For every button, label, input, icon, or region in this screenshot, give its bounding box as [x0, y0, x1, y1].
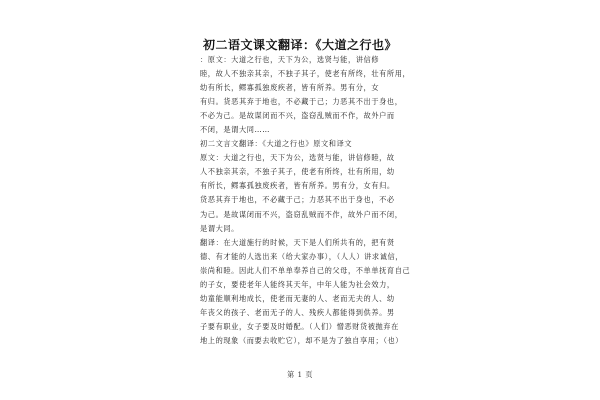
text-line: 睦，故人不独亲其亲，不独子其子，使老有所终，壮有所用， — [200, 69, 411, 79]
text-line: 人不独亲其亲，不独子其子，使老有所终，壮有所用，幼 — [200, 167, 395, 177]
text-line: 不闭，是谓大同…… — [200, 125, 271, 135]
translation-line: 的子女，要使老年人能终其天年，中年人能为社会效力， — [200, 279, 395, 289]
text-line: 有归。货恶其弃于地也，不必藏于己；力恶其不出于身也， — [200, 97, 403, 107]
page-number: 第 1 页 — [286, 370, 314, 379]
text-line: 有所长，鳏寡孤独废疾者，皆有所养。男有分，女有归。 — [200, 181, 395, 191]
translation-line: 地上的现象（而要去收贮它），却不是为了独自享用；（也） — [200, 335, 404, 345]
document-body — [200, 53, 412, 348]
translation-line: 翻译：在大道施行的时候，天下是人们所共有的，把有贤 — [200, 237, 395, 247]
translation-line: 德、有才能的人选出来（给大家办事），（人人）讲求诚信， — [200, 251, 404, 261]
translation-line: 子要有职业，女子要及时婚配。（人们）憎恶财货被抛弃在 — [200, 321, 399, 331]
translation-line: 崇尚和睦。因此人们不单单奉养自己的父母，不单单抚育自己 — [200, 265, 411, 275]
text-line: 为己。是故谋闭而不兴，盗窃乱贼而不作，故外户而不闭， — [200, 209, 403, 219]
text-line: 货恶其弃于地也，不必藏于己；力恶其不出于身也，不必 — [200, 195, 395, 205]
section-heading: 初二文言文翻译：《大道之行也》原文和译文 — [200, 139, 353, 149]
translation-line: 幼童能顺利地成长，使老而无妻的人、老而无夫的人、幼 — [200, 293, 395, 303]
document-title: 初二语文课文翻译：《大道之行也》 — [202, 38, 397, 52]
text-line: 原文：大道之行也，天下为公，选贤与能，讲信修睦，故 — [200, 153, 395, 163]
text-line: 是谓大同。 — [200, 223, 239, 233]
text-line: ：原文：大道之行也，天下为公，选贤与能，讲信修 — [200, 55, 380, 64]
translation-line: 年丧父的孩子、老而无子的人、残疾人都能得到供养。男 — [200, 307, 395, 317]
text-line: 幼有所长，鳏寡孤独废疾者，皆有所养。男有分，女 — [200, 83, 380, 93]
text-line: 不必为己。是故谋闭而不兴，盗窃乱贼而不作，故外户而 — [200, 111, 395, 121]
